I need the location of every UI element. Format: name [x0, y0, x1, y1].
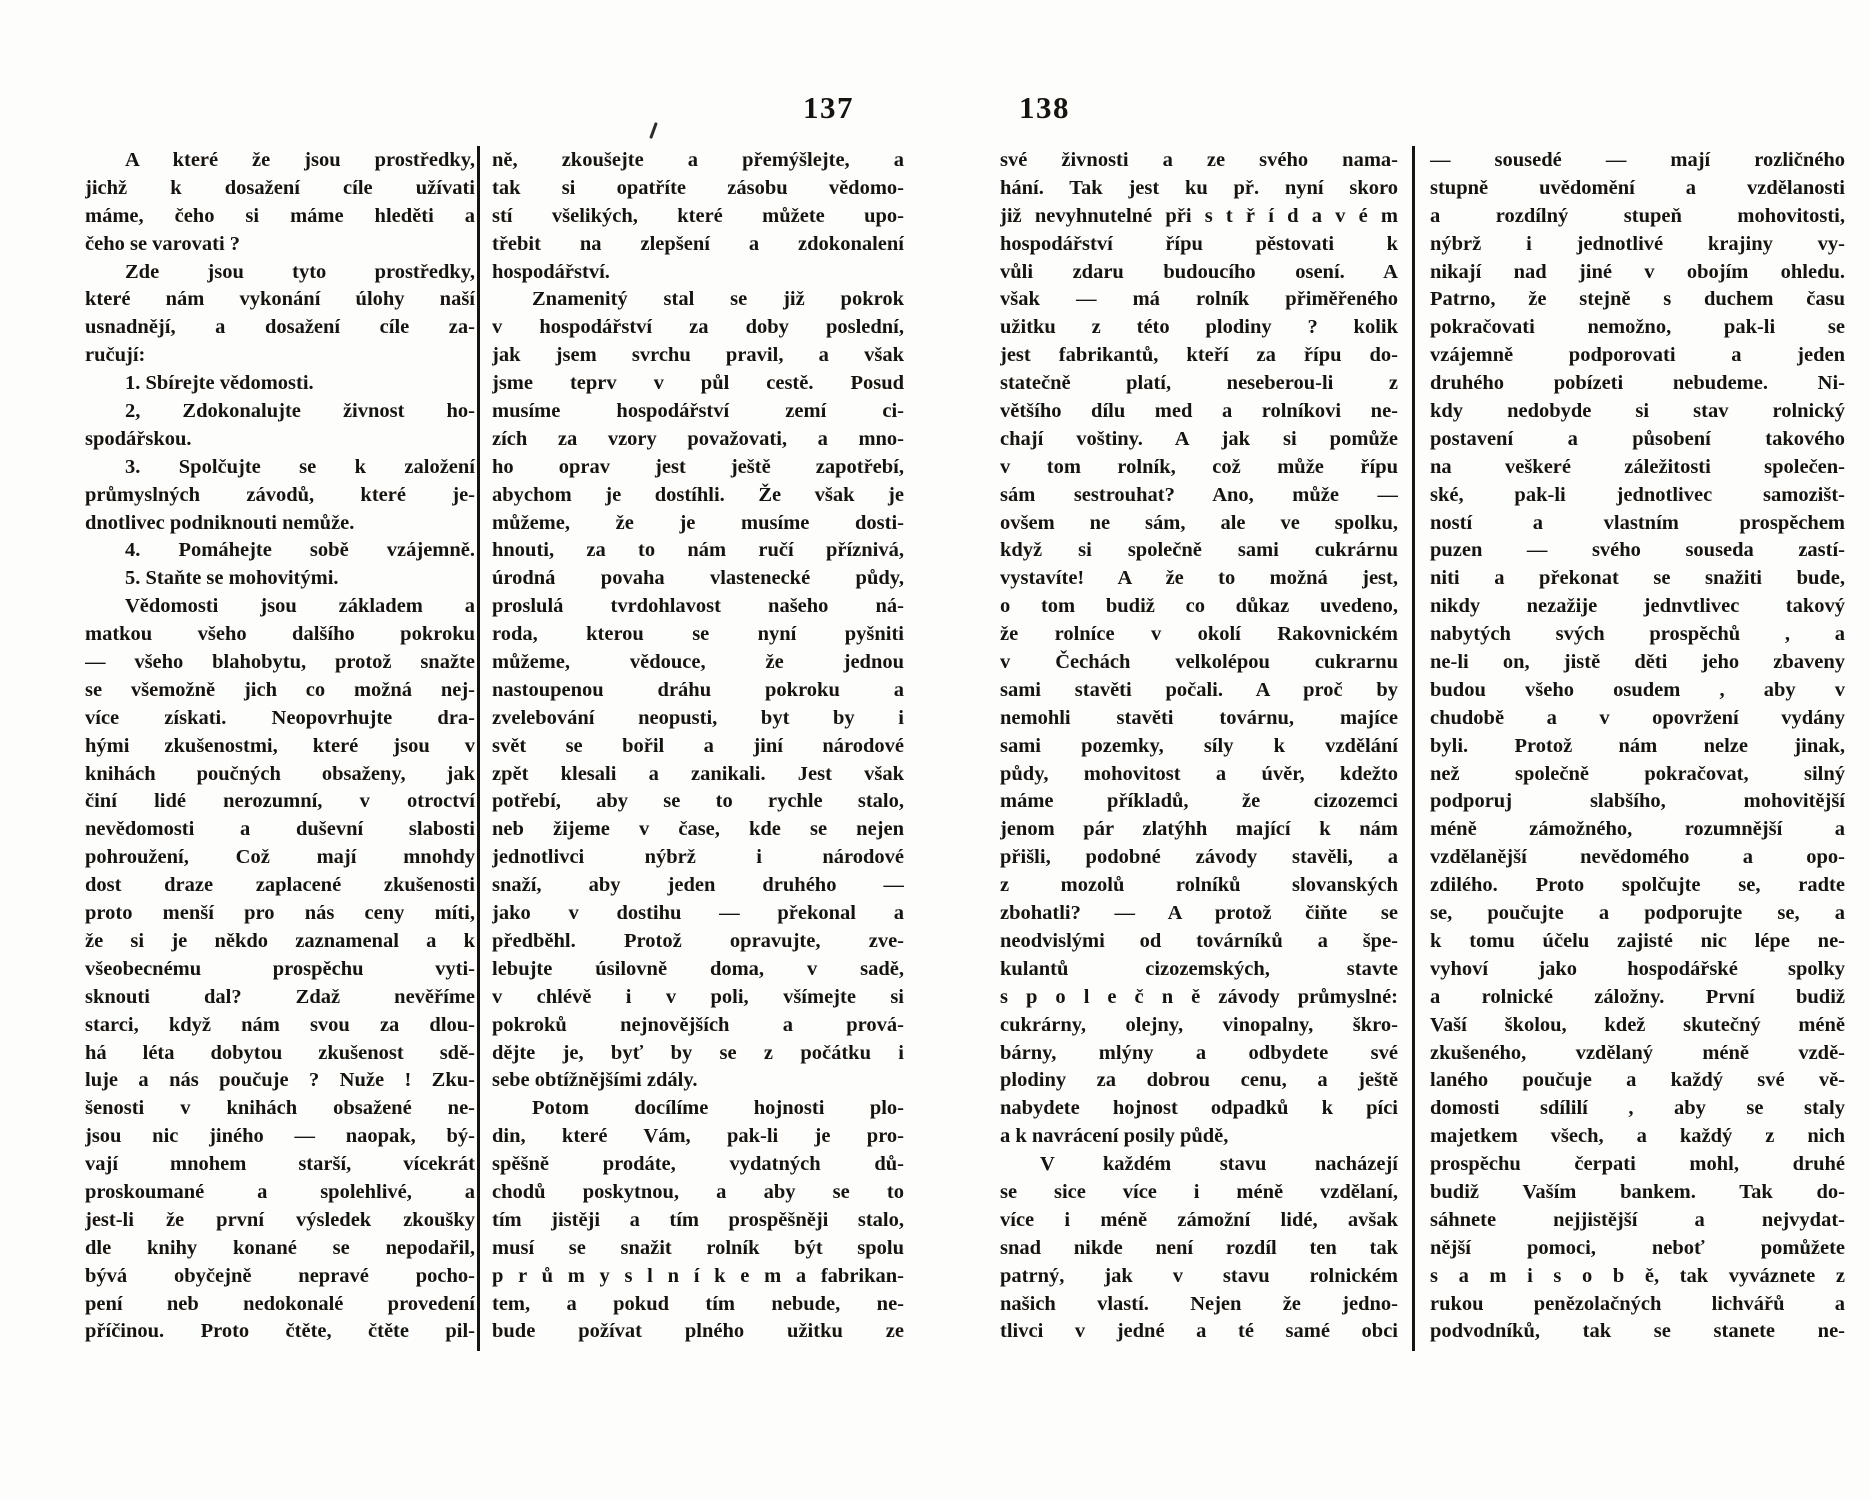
text-line: jako v dostihu — překonal a [492, 902, 904, 925]
text-line: o tom budiž co důkaz uvedeno, [1000, 595, 1398, 618]
text-line: zích za vzory považovati, a mno- [492, 427, 904, 450]
text-line: snaží, aby jeden druhého — [492, 874, 904, 897]
text-line: spodářskou. [85, 427, 192, 450]
text-line: budou všeho osudem , aby v [1430, 678, 1845, 701]
text-line: Znamenitý stal se již pokrok [532, 288, 904, 311]
column-page138-left [1000, 147, 1398, 1346]
text-line: puzen — svého souseda zastí- [1430, 539, 1845, 562]
text-line: všeobecnému prospěchu vyti- [85, 957, 475, 980]
text-line: dnotlivec podniknouti nemůže. [85, 511, 355, 534]
column-page138-right [1430, 147, 1845, 1346]
text-line: vystavíte! A že to možná jest, [1000, 567, 1398, 590]
text-line: roda, kterou se nyní pyšniti [492, 623, 904, 646]
text-line: z mozolů rolníků slovanských [1000, 874, 1398, 897]
text-line: že rolníce v okolí Rakovnickém [1000, 623, 1398, 646]
text-line: vzájemně podporovati a jeden [1430, 344, 1845, 367]
text-line: usnadnějí, a dosažení cíle za- [85, 316, 475, 339]
text-line: bárny, mlýny a odbydete své [1000, 1041, 1398, 1064]
text-line: plodiny za dobrou cenu, a ještě [1000, 1069, 1398, 1092]
text-line: jsou nic jiného — naopak, bý- [85, 1125, 475, 1148]
text-line: chudobě a v opovržení vydány [1430, 706, 1845, 729]
text-line: tem, a pokud tím nebude, ne- [492, 1292, 904, 1315]
text-line: 4. Pomáhejte sobě vzájemně. [125, 539, 475, 562]
text-line: sebe obtížnějšími zdály. [492, 1069, 698, 1092]
text-line: se, poučujte a podporujte se, a [1430, 902, 1845, 925]
text-line: jednotlivci nýbrž i národové [492, 846, 904, 869]
text-line: činí lidé nerozumní, v otroctví [85, 790, 475, 813]
text-line: jest-li že první výsledek zkoušky [85, 1208, 475, 1231]
text-line: proslulá tvrdohlavost našeho ná- [492, 595, 904, 618]
text-line: majetkem všech, a každý z nich [1430, 1125, 1845, 1148]
text-line: neodvislými od továrníků a špe- [1000, 929, 1398, 952]
text-line: čeho se varovati ? [85, 232, 241, 255]
text-line: a rolnické záložny. První budiž [1430, 985, 1845, 1008]
text-line: dějte je, byť by se z počátku i [492, 1041, 904, 1064]
text-line: hými zkušenostmi, které jsou v [85, 734, 475, 757]
text-line: jak jsem svrchu pravil, a však [492, 344, 904, 367]
text-line: niti a překonat se snažiti bude, [1430, 567, 1845, 590]
text-line: svět se bořil a jiní národové [492, 734, 904, 757]
text-line: stupně uvědomění a vzdělanosti [1430, 176, 1845, 199]
text-line: nabydete hojnost odpadků k píci [1000, 1097, 1398, 1120]
text-line: vůli zdaru budoucího osení. A [1000, 260, 1398, 283]
text-line: budiž Vaším bankem. Tak do- [1430, 1180, 1845, 1203]
text-line: v Čechách velkolépou cukrarnu [1000, 651, 1398, 674]
text-line: jenom pár zlatýhh mající k nám [1000, 818, 1398, 841]
text-line: stí všelikých, které můžete upo- [492, 204, 904, 227]
text-line: v tom rolník, což může řípu [1000, 455, 1398, 478]
text-line: půdy, mohovitost a úvěr, kdežto [1000, 762, 1398, 785]
text-line: dle knihy konané se nepodařil, [85, 1236, 475, 1259]
text-line: matkou všeho dalšího pokroku [85, 623, 475, 646]
text-line: byli. Protož nám nelze jinak, [1430, 734, 1845, 757]
text-line: k tomu účelu zajisté nic lépe ne- [1430, 929, 1845, 952]
text-line: hání. Tak jest ku př. nyní skoro [1000, 176, 1398, 199]
text-line: Vaší školou, kdež skutečný méně [1430, 1013, 1845, 1036]
text-line: snad nikde není rozdíl ten tak [1000, 1236, 1398, 1259]
text-line: 1. Sbírejte vědomosti. [125, 372, 314, 395]
text-line: Vědomosti jsou základem a [125, 595, 475, 618]
page-number-right: 138 [1019, 90, 1070, 125]
column-divider-page138 [1412, 146, 1415, 1351]
text-line: své živnosti a ze svého nama- [1000, 149, 1398, 171]
text-line: bývá obyčejně nepravé pocho- [85, 1264, 475, 1287]
text-line: že si je někdo zaznamenal a k [85, 929, 475, 952]
text-line: úrodná povaha vlastenecké půdy, [492, 567, 904, 590]
text-line: zpět klesali a zanikali. Jest však [492, 762, 904, 785]
text-line: há léta dobytou zkušenost sdě- [85, 1041, 475, 1064]
text-line: vají mnohem starší, vícekrát [85, 1153, 475, 1176]
text-line: třebit na zlepšení a zdokonalení [492, 232, 904, 255]
text-line: pokroků nejnovějších a prová- [492, 1013, 904, 1036]
text-line: pokračovati nemožno, pak-li se [1430, 316, 1845, 339]
text-line: hospodářství řípu pěstovati k [1000, 232, 1398, 255]
text-line: Patrno, že stejně s duchem času [1430, 288, 1845, 311]
text-line: cukrárny, olejny, vinopalny, škro- [1000, 1013, 1398, 1036]
text-line: zbohatli? — A protož čiňte se [1000, 902, 1398, 925]
text-line: s a m i s o b ě, tak vyváznete z [1430, 1264, 1845, 1287]
text-line: předběhl. Protož opravujte, zve- [492, 929, 904, 952]
text-line: 5. Staňte se mohovitými. [125, 567, 339, 590]
text-line: ho oprav jest ještě zapotřebí, [492, 455, 904, 478]
text-line: V každém stavu nacházejí [1040, 1153, 1398, 1176]
text-line: ovšem ne sám, ale ve spolku, [1000, 511, 1398, 534]
text-line: sknouti dal? Zdaž nevěříme [85, 985, 475, 1008]
text-line: hospodářství. [492, 260, 610, 283]
text-line: máme, čeho si máme hleděti a [85, 204, 475, 227]
text-line: proskoumané a spolehlivé, a [85, 1180, 475, 1203]
text-line: však — má rolník přiměřeného [1000, 288, 1398, 311]
text-line: jest fabrikantů, kteří za řípu do- [1000, 344, 1398, 367]
text-line: podvodníků, tak se stanete ne- [1430, 1320, 1845, 1343]
text-line: máme příkladů, že cizozemci [1000, 790, 1398, 813]
text-line: sáhnete nejjistější a nejvydat- [1430, 1208, 1845, 1231]
text-line: se všemožně jich co možná nej- [85, 678, 475, 701]
text-line: sami pozemky, síly k vzdělání [1000, 734, 1398, 757]
text-line: které nám vykonání úlohy naší [85, 288, 475, 311]
column-page137-left [85, 147, 475, 1346]
column-page137-right [492, 147, 904, 1346]
text-line: nabytých svých prospěchů , a [1430, 623, 1845, 646]
text-line: luje a nás poučuje ? Nuže ! Zku- [85, 1069, 475, 1092]
text-line: v chlévě i v poli, všímejte si [492, 985, 904, 1008]
text-line: A které že jsou prostředky, [125, 149, 475, 171]
text-line: již nevyhnutelné při s t ř í d a v é m [1000, 204, 1398, 227]
text-line: Potom docílíme hojnosti plo- [532, 1097, 904, 1120]
text-line: pení neb nedokonalé provedení [85, 1292, 475, 1315]
text-line: nýbrž i jednotlivé krajiny vy- [1430, 232, 1845, 255]
text-line: našich vlastí. Nejen že jedno- [1000, 1292, 1398, 1315]
text-line: ne-li on, jistě děti jeho zbaveny [1430, 651, 1845, 674]
text-line: nější pomoci, neboť pomůžete [1430, 1236, 1845, 1259]
text-line: kdy nedobyde si stav rolnický [1430, 400, 1845, 423]
text-line: Zde jsou tyto prostředky, [125, 260, 475, 283]
text-line: spěšně prodáte, vydatných dů- [492, 1153, 904, 1176]
text-line: zdilého. Proto spolčujte se, radte [1430, 874, 1845, 897]
text-line: ručují: [85, 344, 146, 367]
text-line: můžeme, že je musíme dosti- [492, 511, 904, 534]
text-line: vzdělanější nevědomého a opo- [1430, 846, 1845, 869]
text-line: 3. Spolčujte se k založení [125, 455, 475, 478]
text-line: abychom je dostíhli. Že však je [492, 483, 904, 506]
text-line: průmyslných závodů, které je- [85, 483, 475, 506]
text-line: na veškeré záležitosti společen- [1430, 455, 1845, 478]
text-line: šenosti v knihách obsažené ne- [85, 1097, 475, 1120]
text-line: dost draze zaplacené zkušenosti [85, 874, 475, 897]
text-line: zvelebování neopusti, byt by i [492, 706, 904, 729]
text-line: tím jistěji a tím prospěšněji stalo, [492, 1208, 904, 1231]
text-line: zkušeného, vzdělaný méně vzdě- [1430, 1041, 1845, 1064]
text-line: — sousedé — mají rozličného [1430, 149, 1845, 171]
page-number-left: 137 [803, 90, 854, 125]
column-divider-page137 [477, 146, 480, 1351]
text-line: domosti sdílilí , aby se staly [1430, 1097, 1845, 1120]
text-line: přišli, podobné závody stavěli, a [1000, 846, 1398, 869]
text-line: postavení a působení takového [1430, 427, 1845, 450]
text-line: sám sestrouhat? Ano, může — [1000, 483, 1398, 506]
text-line: pohroužení, Což mají mnohdy [85, 846, 475, 869]
text-line: musí se snažit rolník být spolu [492, 1236, 904, 1259]
text-line: din, které Vám, pak-li je pro- [492, 1125, 904, 1148]
text-line: ně, zkoušejte a přemýšlejte, a [492, 149, 904, 171]
text-line: druhého pobízeti nebudeme. Ni- [1430, 372, 1845, 395]
text-line: patrný, jak v stavu rolnickém [1000, 1264, 1398, 1287]
text-line: nikdy nezažije jednvtlivec takový [1430, 595, 1845, 618]
text-line: hnouti, za to nám ručí příznivá, [492, 539, 904, 562]
text-line: chodů poskytnou, a aby se to [492, 1180, 904, 1203]
text-line: nikají nad jiné v obojím ohledu. [1430, 260, 1845, 283]
text-line: rukou penězolačných lichvářů a [1430, 1292, 1845, 1315]
text-line: méně zámožného, rozumnější a [1430, 818, 1845, 841]
text-line: chají voštiny. A jak si pomůže [1000, 427, 1398, 450]
text-line: se sice více i méně vzdělaní, [1000, 1180, 1398, 1203]
text-line: s p o l e č n ě závody průmyslné: [1000, 985, 1398, 1008]
text-line: než společně pokračovat, silný [1430, 762, 1845, 785]
text-line: neb žijeme v čase, kde se nejen [492, 818, 904, 841]
text-line: můžeme, vědouce, že jednou [492, 651, 904, 674]
text-line: musíme hospodářství zemí ci- [492, 400, 904, 423]
text-line: tak si opatříte zásobu vědomo- [492, 176, 904, 199]
text-line: laného poučuje a každý své vě- [1430, 1069, 1845, 1092]
text-line: vyhoví jako hospodářské spolky [1430, 957, 1845, 980]
text-line: ské, pak-li jednotlivec samozišt- [1430, 483, 1845, 506]
text-line: když si společně sami cukrárnu [1000, 539, 1398, 562]
text-line: a rozdílný stupeň mohovitosti, [1430, 204, 1845, 227]
text-line: podporuj slabšího, mohovitější [1430, 790, 1845, 813]
text-line: — všeho blahobytu, protož snažte [85, 651, 475, 674]
text-line: příčinou. Proto čtěte, čtěte pil- [85, 1320, 475, 1343]
text-line: lebujte úsilovně doma, v sadě, [492, 957, 904, 980]
text-line: nastoupenou dráhu pokroku a [492, 678, 904, 701]
text-line: jichž k dosažení cíle užívati [85, 176, 475, 199]
text-line: více získati. Neopovrhujte dra- [85, 706, 475, 729]
text-line: 2, Zdokonalujte živnost ho- [125, 400, 475, 423]
text-line: nemohli stavěti továrnu, majíce [1000, 706, 1398, 729]
text-line: v hospodářství za doby poslední, [492, 316, 904, 339]
ink-speck [649, 122, 658, 139]
text-line: ností a vlastním prospěchem [1430, 511, 1845, 534]
text-line: většího dílu med a rolníkovi ne- [1000, 400, 1398, 423]
text-line: tlivci v jedné a té samé obci [1000, 1320, 1398, 1343]
text-line: knihách poučných obsaženy, jak [85, 762, 475, 785]
text-line: více i méně zámožní lidé, avšak [1000, 1208, 1398, 1231]
text-line: užitku z této plodiny ? kolik [1000, 316, 1398, 339]
text-line: nevědomosti a duševní slabosti [85, 818, 475, 841]
text-line: prospěchu čerpati mohl, druhé [1430, 1153, 1845, 1176]
text-line: potřebí, aby se to rychle stalo, [492, 790, 904, 813]
text-line: jsme teprv v půl cestě. Posud [492, 372, 904, 395]
text-line: statečně platí, neseberou-li z [1000, 372, 1398, 395]
text-line: proto menší pro nás ceny míti, [85, 902, 475, 925]
text-line: sami stavěti počali. A proč by [1000, 678, 1398, 701]
text-line: kulantů cizozemských, stavte [1000, 957, 1398, 980]
text-line: a k navrácení posily půdě, [1000, 1125, 1229, 1148]
text-line: starci, když nám svou za dlou- [85, 1013, 475, 1036]
text-line: bude požívat plného užitku ze [492, 1320, 904, 1343]
text-line: p r ů m y s l n í k e m a fabrikan- [492, 1264, 904, 1287]
